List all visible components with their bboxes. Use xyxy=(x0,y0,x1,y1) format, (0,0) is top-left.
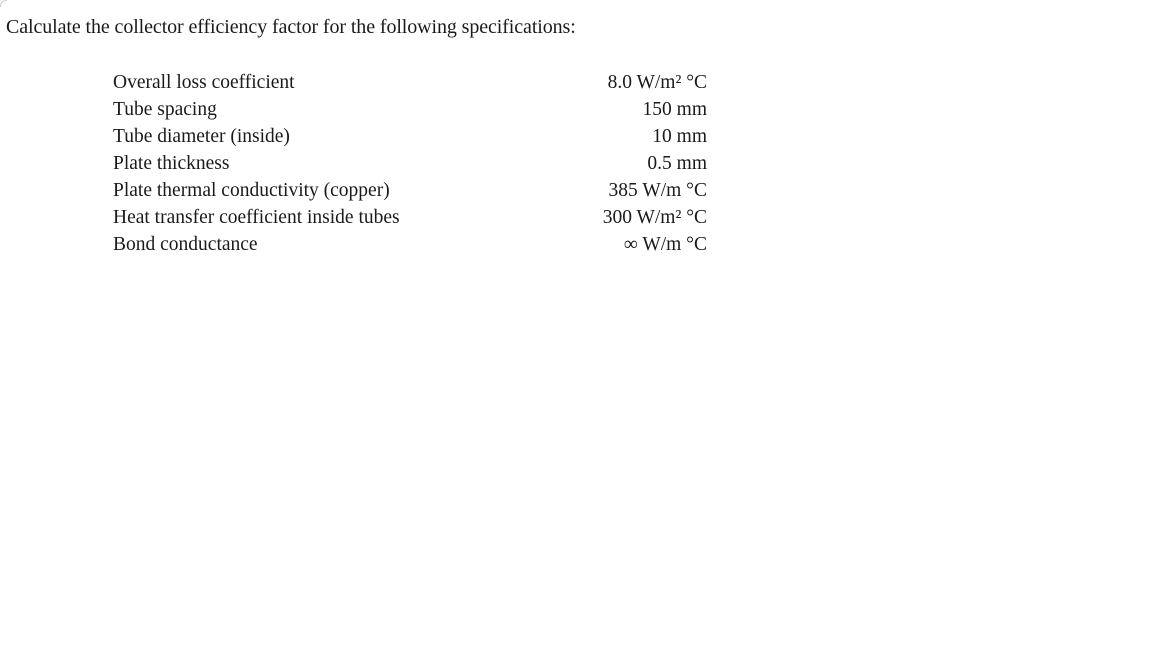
spec-value: 10 mm xyxy=(652,126,707,147)
spec-row-heat-transfer-coefficient xyxy=(113,204,707,231)
spec-value: 8.0 W/m² °C xyxy=(607,72,707,93)
spec-label: Overall loss coefficient xyxy=(113,72,295,93)
spec-label: Heat transfer coefficient inside tubes xyxy=(113,207,400,228)
specification-table xyxy=(113,69,707,258)
corner-decoration xyxy=(0,0,7,7)
spec-row-overall-loss-coefficient xyxy=(113,69,707,96)
spec-label: Plate thermal conductivity (copper) xyxy=(113,180,390,201)
spec-row-plate-thermal-conductivity xyxy=(113,177,707,204)
spec-label: Bond conductance xyxy=(113,234,258,255)
spec-row-bond-conductance xyxy=(113,231,707,258)
spec-label: Plate thickness xyxy=(113,153,230,174)
spec-value: 385 W/m °C xyxy=(608,180,707,201)
spec-row-tube-spacing xyxy=(113,96,707,123)
spec-value: 0.5 mm xyxy=(647,153,707,174)
spec-value: ∞ W/m °C xyxy=(623,234,707,255)
spec-value: 300 W/m² °C xyxy=(602,207,707,228)
spec-row-tube-diameter xyxy=(113,123,707,150)
question-prompt: Calculate the collector efficiency factor for the following specifications: xyxy=(6,16,576,38)
spec-value: 150 mm xyxy=(642,99,707,120)
spec-label: Tube spacing xyxy=(113,99,217,120)
spec-label: Tube diameter (inside) xyxy=(113,126,290,147)
spec-row-plate-thickness xyxy=(113,150,707,177)
